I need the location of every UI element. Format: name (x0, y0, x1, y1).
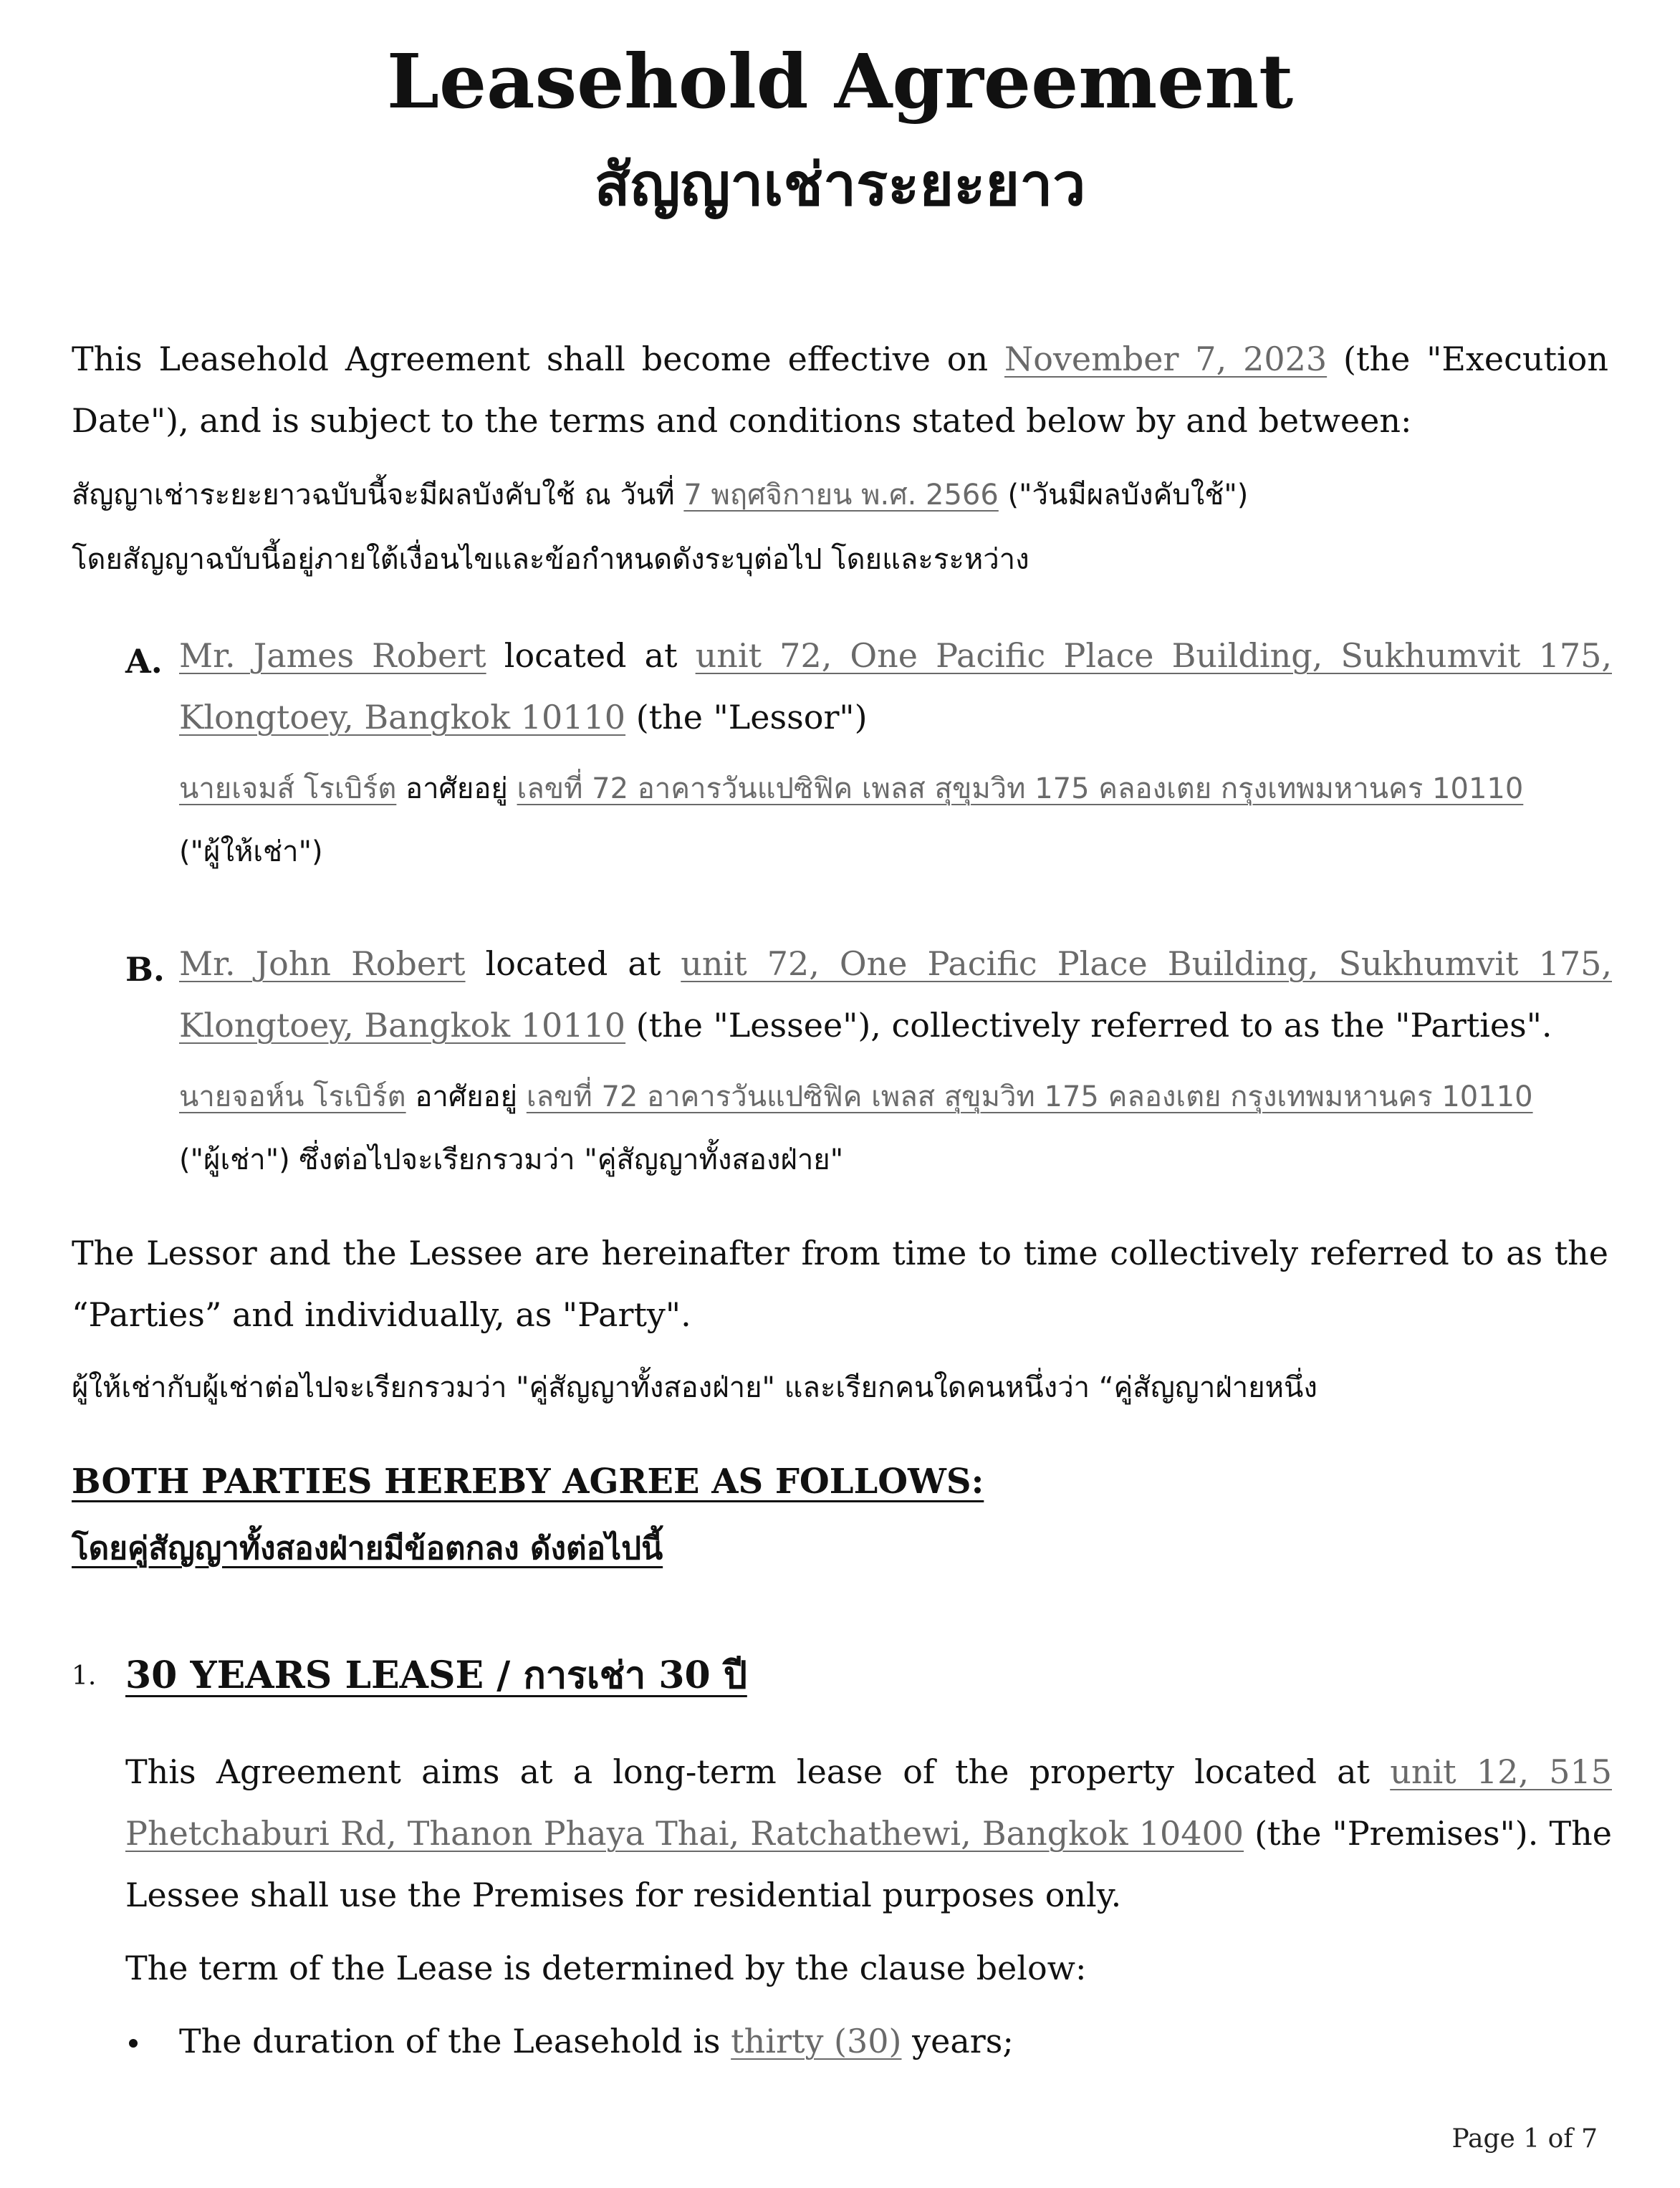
lessor-role-text: (the "Lessor") (625, 698, 868, 736)
intro-thai-line2: โดยสัญญาฉบับนี้อยู่ภายใต้เงื่อนไขและข้อกำหนดดังระบุต่อไป โดยและระหว่าง (72, 543, 1029, 576)
lessee-role-text: (the "Lessee"), collectively referred to as the "Parties". (625, 1006, 1552, 1045)
intro-thai-line1 (72, 469, 1608, 522)
lessee-address-thai-field: เลขที่ 72 อาคารวันแปซิฟิค เพลส สุขุมวิท 175 คลองเตย กรุงเทพมหานคร 10110 (526, 1080, 1533, 1113)
bullet-text-end: years; (901, 2022, 1014, 2060)
intro-thai-text: สัญญาเช่าระยะยาวฉบับนี้จะมีผลบังคับใช้ ณ วันที่ (72, 479, 684, 512)
party-b-label: B. (125, 950, 165, 989)
party-b-role-thai: ("ผู้เช่า") ซึ่งต่อไปจะเรียกรวมว่า "คู่สัญญาทั้งสองฝ่าย" (179, 1143, 844, 1176)
lessee-name-thai-field: นายจอห์น โรเบิร์ต (179, 1080, 406, 1113)
party-a-english (179, 625, 1612, 748)
collective-english: The Lessor and the Lessee are hereinafter from time to time collectively referred to as the “Parties” and individually, as "Party". (72, 1234, 1608, 1334)
party-b-thai (179, 1070, 1612, 1123)
intro-english-text-end: (the "Execution Date"), and is subject to the terms and conditions stated below by and between: (72, 340, 1609, 440)
agree-heading-english: BOTH PARTIES HEREBY AGREE AS FOLLOWS: (72, 1462, 984, 1502)
execution-date-field: November 7, 2023 (1004, 340, 1328, 378)
bullet-text: The duration of the Leasehold is (179, 2022, 731, 2060)
collective-thai: ผู้ให้เช่ากับผู้เช่าต่อไปจะเรียกรวมว่า "คู่สัญญาทั้งสองฝ่าย" และเรียกคนใดคนหนึ่งว่า “คู่สัญญาฝ่ายหนึ่ง (72, 1371, 1317, 1404)
party-a-label: A. (125, 642, 163, 681)
bullet-icon (129, 2039, 138, 2048)
section-1-paragraph-2: The term of the Lease is determined by the clause below: (125, 1949, 1087, 1987)
section-1-title: 30 YEARS LEASE / การเช่า 30 ปี (125, 1654, 747, 1697)
intro-english-text: This Leasehold Agreement shall become effective on (72, 340, 1004, 378)
lessor-address-field: unit 72, One Pacific Place Building, Sukhumvit 175, Klongtoey, Bangkok 10110 (179, 636, 1612, 736)
lessor-address-thai-field: เลขที่ 72 อาคารวันแปซิฟิค เพลส สุขุมวิท 175 คลองเตย กรุงเทพมหานคร 10110 (517, 772, 1524, 805)
section-1-text-end: (the "Premises"). The Lessee shall use the Premises for residential purposes only. (125, 1814, 1613, 1914)
section-1-text: This Agreement aims at a long-term lease of the property located at (125, 1752, 1391, 1791)
section-1-number: 1. (72, 1661, 97, 1691)
document-title: Leasehold Agreement (386, 37, 1294, 125)
intro-thai-text-end: ("วันมีผลบังคับใช้") (998, 479, 1249, 512)
located-at-text: located at (486, 636, 696, 675)
intro-english (72, 328, 1608, 451)
premises-address-field: unit 12, 515 Phetchaburi Rd, Thanon Phaya Thai, Ratchathewi, Bangkok 10400 (125, 1752, 1612, 1853)
section-1-paragraph-1 (125, 1741, 1612, 1926)
located-at-text: located at (465, 944, 681, 983)
agree-heading-thai: โดยคู่สัญญาทั้งสองฝ่ายมีข้อตกลง ดังต่อไปนี้ (72, 1530, 663, 1567)
lease-duration-bullet (179, 2010, 1612, 2072)
party-a-role-thai: ("ผู้ให้เช่า") (179, 835, 323, 868)
lessee-name-field: Mr. John Robert (179, 944, 466, 983)
reside-thai-text: อาศัยอยู่ (396, 772, 517, 805)
lessor-name-field: Mr. James Robert (179, 636, 486, 675)
lease-term-field: thirty (30) (731, 2022, 902, 2060)
execution-date-thai-field: 7 พฤศจิกายน พ.ศ. 2566 (683, 479, 999, 512)
lessor-name-thai-field: นายเจมส์ โรเบิร์ต (179, 772, 397, 805)
party-b-english (179, 933, 1612, 1056)
page-number: Page 1 of 7 (1451, 2124, 1598, 2154)
lessee-address-field: unit 72, One Pacific Place Building, Sukhumvit 175, Klongtoey, Bangkok 10110 (179, 944, 1612, 1045)
reside-thai-text: อาศัยอยู่ (405, 1080, 527, 1113)
party-a-thai (179, 762, 1612, 815)
document-subtitle-thai: สัญญาเช่าระยะยาว (594, 151, 1086, 219)
